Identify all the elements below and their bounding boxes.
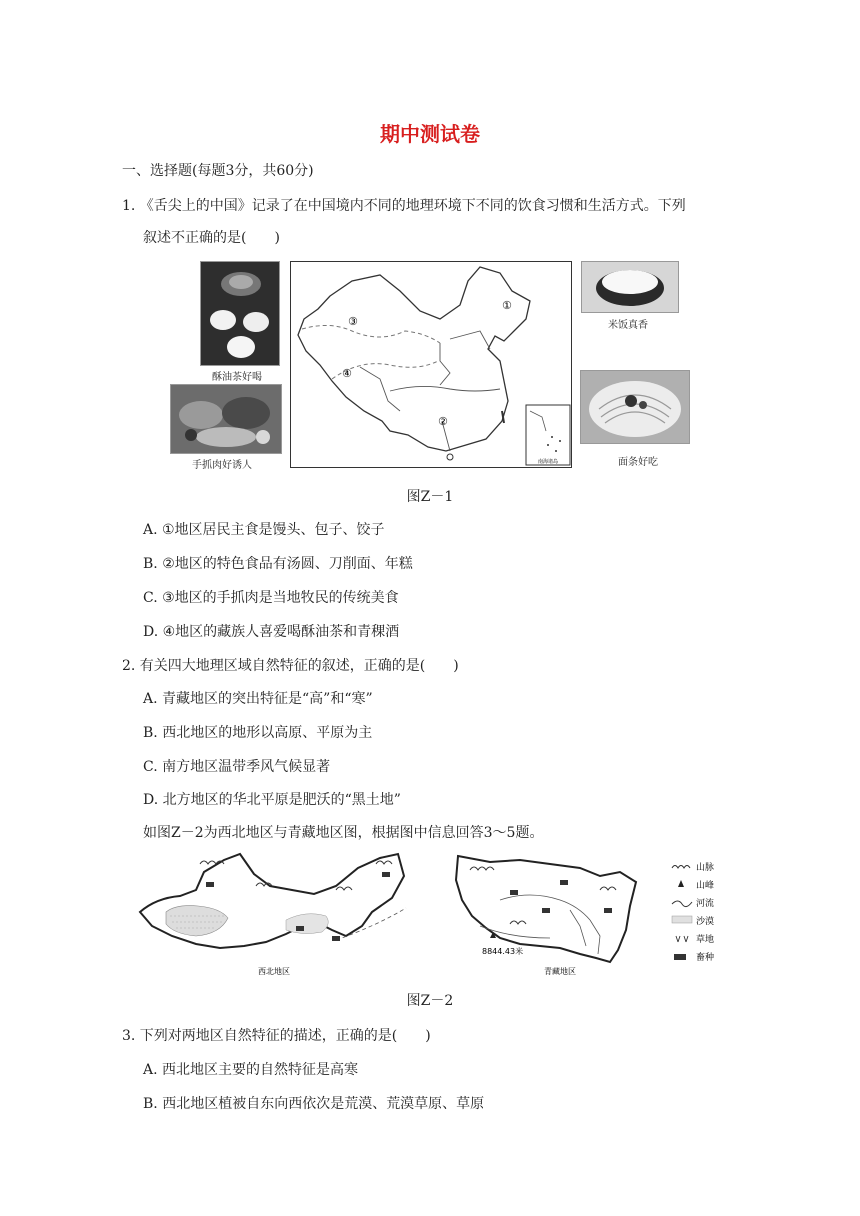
grassland-icon [676,936,688,942]
region-label-1: ① [502,299,512,312]
photo-caption-rice: 米饭真香 [608,320,648,331]
photo-caption-noodles: 面条好吃 [618,457,658,468]
region-label-4: ④ [342,367,352,380]
q1-option-a: A. ①地区居民主食是馒头、包子、饺子 [143,522,385,538]
q2-option-a: A. 青藏地区的突出特征是“高”和“寒” [143,691,373,707]
photo-caption-butter-tea: 酥油茶好喝 [212,372,262,383]
section-heading: 一、选择题(每题3分，共60分) [122,163,314,179]
northwest-region-map [136,850,446,980]
qinghai-tibet-map [450,850,646,980]
q3-option-a: A. 西北地区主要的自然特征是高寒 [143,1062,359,1078]
q2-stem: 2. 有关四大地理区域自然特征的叙述，正确的是( ) [122,658,459,674]
q2-option-d: D. 北方地区的华北平原是肥沃的“黑土地” [143,792,401,808]
q1-option-c: C. ③地区的手抓肉是当地牧民的传统美食 [143,590,399,606]
mutton-photo [170,384,282,454]
q3-stem: 3. 下列对两地区自然特征的描述，正确的是( ) [122,1028,431,1044]
legend-river: 河流 [696,899,715,909]
q2-option-c: C. 南方地区温带季风气候显著 [143,759,331,775]
photo-caption-mutton: 手抓肉好诱人 [192,460,252,471]
butter-tea-photo [200,261,280,366]
q2-option-b: B. 西北地区的地形以高原、平原为主 [143,725,373,741]
peak-icon [678,880,684,887]
q1-stem-line1: 1. 《舌尖上的中国》记录了在中国境内不同的地理环境下不同的饮食习惯和生活方式。下列 [122,198,686,214]
legend-desert: 沙漠 [696,917,715,927]
northwest-map-label: 西北地区 [258,967,290,976]
figure-z2-legend [668,850,738,974]
region-label-2: ② [438,415,448,428]
q1-option-b: B. ②地区的特色食品有汤圆、刀削面、年糕 [143,556,413,572]
legend-peak: 山峰 [696,881,715,891]
china-food-map [290,261,572,468]
legend-mountain-range: 山脉 [696,863,715,873]
river-icon [672,901,692,907]
intro-q3-5: 如图Z－2为西北地区与青藏地区图，根据图中信息回答3～5题。 [143,825,544,841]
q1-stem-line2: 叙述不正确的是( ) [143,230,280,246]
noodles-photo [580,370,690,444]
inset-label: 南海诸岛 [537,459,559,465]
legend-livestock: 畜种 [696,953,715,963]
figure-z2-label: 图Z－2 [406,993,454,1009]
desert-icon [672,916,692,923]
qinghai-tibet-map-label: 青藏地区 [544,967,576,976]
q3-option-b: B. 西北地区植被自东向西依次是荒漠、荒漠草原、草原 [143,1096,485,1112]
q1-option-d: D. ④地区的藏族人喜爱喝酥油茶和青稞酒 [143,624,400,640]
legend-grassland: 草地 [696,935,715,945]
livestock-icon [674,954,686,960]
rice-photo [581,261,679,313]
mountain-range-icon [672,866,690,869]
everest-elevation-label: 8844.43米 [482,947,524,956]
region-label-3: ③ [348,315,358,328]
page-title: 期中测试卷 [380,122,480,146]
figure-z1-label: 图Z－1 [406,489,454,505]
